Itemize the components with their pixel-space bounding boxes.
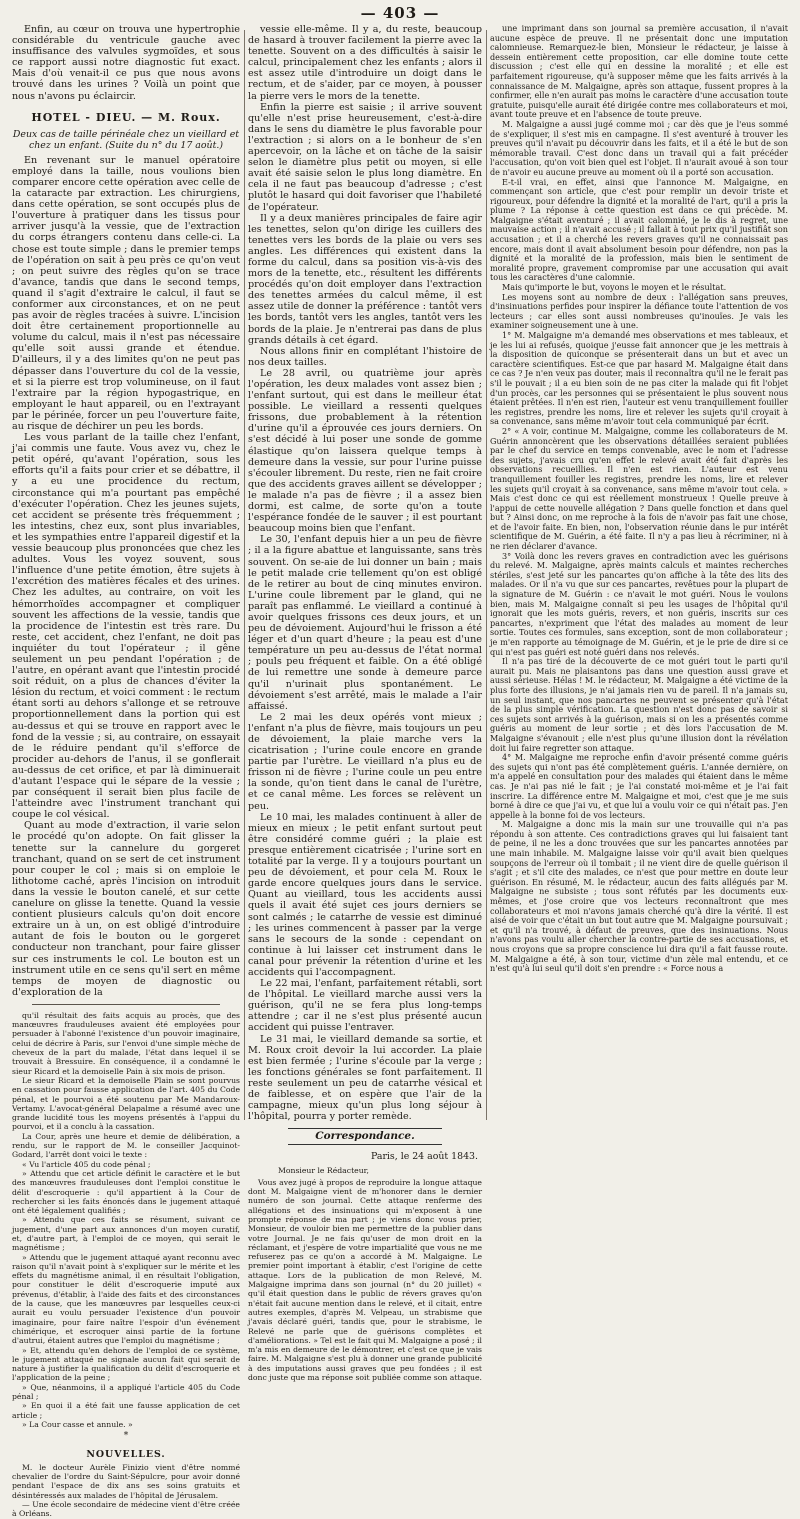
note-paragraph: » En quoi il a été fait une fausse application de cet article ; [12, 1401, 240, 1420]
intro-paragraph: Enfin, au cœur on trouva une hypertrophie considérable du ventricule gauche avec insuffisance des valvules sygmoïdes, et sous ce rapport aussi notre diagnostic fut exact. Mais d'où venait-il ce pus que nous avons trouvé dans les urines ? Voilà un point que nous n'avons pu éclaircir. [12, 24, 240, 102]
article-paragraph: Enfin la pierre est saisie ; il arrive souvent qu'elle n'est prise heureusement, c'est-à-dire dans le sens du diamètre le plus favorable pour l'extraction ; si alors on a le bonheur de s'en apercevoir, on la lâche et on tâche de la saisir selon le diamètre plus petit ou moyen, si elle avait été saisie selon le plus long diamètre. En cela il ne faut pas beaucoup d'adresse ; c'est plutôt le hasard qui doit favoriser que l'habileté de l'opérateur. [248, 101, 482, 213]
page-number: — 403 — [360, 4, 440, 22]
nouvelles-title: NOUVELLES. [86, 1448, 166, 1460]
article-paragraph: En revenant sur le manuel opératoire employé dans la taille, nous voulions bien comparer encore cette opération avec celle de la cataracte par extraction. Les chirurgiens, dans cette opération, se sont occupés plus de l'ouverture à pratiquer dans les tissus pour arriver jusqu'à la vessie, que de l'extraction du corps étrangers contenu dans celle-ci. La chose est toute simple ; dans le premier temps de l'opération on sait à peu près ce qu'on veut ; on peut suivre des règles qu'on se trace d'avance, tandis que dans le second temps, quand il s'agit d'extraire le calcul, il faut se conformer aux circonstances, et on ne peut pas avoir de règles tracées à suivre. L'incision doit être certainement proportionnelle au volume du calcul, mais il n'est pas nécessaire qu'elle soit aussi grande et étendue. D'ailleurs, il y a des limites qu'on ne peut pas dépasser dans l'ouverture du col de la vessie, et si la pierre est trop volumineuse, on il faut l'extraire par la région hypogastrique, en employant le haut appareil, ou en l'extrayant par le périnée, forcer un peu l'ouverture faite, au risque de déchirer un peu les bords. [12, 154, 240, 432]
note-paragraph: » Et, attendu qu'en dehors de l'emploi de ce système, le jugement attaqué ne signale aucun fait qui serait de nature à justifier la qualification du délit d'escroquerie et l'application de la peine ; [12, 1345, 240, 1383]
column-right [490, 24, 788, 1124]
letter-paragraph: 1° M. Malgaigne m'a demandé mes observations et mes tableaux, et je les lui ai refusés, quoique j'eusse fait annoncer que je les mettrais à la disposition de quiconque se présenterait dans un but et avec un caractère scientifiques. Est-ce que par hasard M. Malgaigne était dans ce cas ? Je n'en veux pas douter, mais il reconnaîtra qu'il ne le ferait pas s'il le pouvait ; il a eu bien soin de ne pas citer la malade qui fit l'objet d'un procès, car les personnes qui se présentaient le plus souvent nous étaient prêtées. Il n'en est rien, l'auteur est venu tranquillement fouiller les registres, prendre les noms, lire et relever les sujets qu'il croyait à sa convenance, sans même m'avoir tout cela communiqué par écrit. [490, 330, 788, 427]
section-divider [32, 1004, 220, 1005]
article-paragraph: Le 10 mai, les malades continuent à aller de mieux en mieux ; le petit enfant surtout peut être considéré comme guéri ; la plaie est presque entièrement cicatrisée ; l'urine sort en totalité par la verge. Il y a toujours pourtant un peu de dévoiement, et pour cela M. Roux le garde encore quelques jours dans le service. Quant au vieillard, tous les accidents aussi quels il avait été sujet ces jours derniers se sont calmés ; le catarrhe de vessie est diminué ; les urines commencent à passer par la verge sans le secours de la sonde : cependant on continue à lui laisser cet instrument dans le canal pour prévenir la rétention d'urine et les accidents qui l'accompagnent. [248, 811, 482, 978]
note-paragraph: Le sieur Ricard et la demoiselle Plain se sont pourvus en cassation pour fausse application de l'art. 405 du Code pénal, et le pourvoi a été soutenu par Me Mandaroux-Vertamy. L'avocat-général Delapalme a résumé avec une grande lucidité tous les moyens présentés à l'appui du pourvoi, et il a conclu à la cassation. [12, 1075, 240, 1132]
correspondance-heading: Correspondance. [288, 1128, 442, 1145]
letter-paragraph: Les moyens sont au nombre de deux : l'allégation sans preuves, d'insinuations perfides pour inspirer la défiance toute l'attention de vos lecteurs ; car elles sont aussi nombreuses qu'inouïes. Je vais les examiner soigneusement une à une. [490, 291, 788, 331]
news-paragraph: — Une école secondaire de médecine vient d'être créée à Orléans. [12, 1500, 240, 1519]
article-paragraph: Le 2 mai les deux opérés vont mieux ; l'enfant n'a plus de fièvre, mais toujours un peu de dévoiement, la plaie marche vers la cicatrisation ; l'urine coule encore en grande partie par l'urètre. Le vieillard n'a plus eu de frisson ni de fièvre ; l'urine coule un peu entre la sonde, qu'on tient dans le canal de l'urètre, et ce canal même. Les forces se relèvent un peu. [248, 711, 482, 812]
note-paragraph: » Attendu que ces faits se résument, suivant ce jugement, d'une part aux annonces d'un moyen curatif, et, d'autre part, à l'emploi de ce moyen, qui serait le magnétisme ; [12, 1215, 240, 1253]
article-paragraph: Nous allons finir en complétant l'histoire de nos deux tailles. [248, 345, 482, 368]
letter-paragraph: 2° « A voir, continue M. Malgaigne, comme les collaborateurs de M. Guérin annoncèrent que les observations détaillées seraient publiées par le chef du service en temps convenable, avec le nom et l'adresse des sujets, j'avais cru qu'en effet le relevé avait été fait d'après les observations recueillies. Il n'en est rien. L'auteur est venu tranquillement fouiller les registres, prendre les noms, lire et relever les sujets qu'il croyait à sa convenance, sans même m'avoir tout cela. » Mais c'est donc ce qui est réellement monstrueux ! Quelle preuve à l'appui de cette nouvelle allégation ? Dans quelle fonction et dans quel but ? Ainsi donc, on me reproche à la fois de n'avoir pas fait une chose, et de l'avoir faite. En bien, non, l'observation réunie dans le pur intérêt scientifique de M. Guérin, a été faite. Il n'y a pas lieu à récriminer, ni à ne rien déclarer d'avance. [490, 425, 788, 552]
news-paragraph: M. le docteur Aurèle Finizio vient d'être nommé chevalier de l'ordre du Saint-Sépulcre, pour avoir donné pendant l'espace de dix ans ses soins gratuits et désintéressés aux malades de l'hôpital de Jérusalem. [12, 1462, 240, 1500]
note-paragraph: La Cour, après une heure et demie de délibération, a rendu, sur le rapport de M. le conseiller Jacquinot-Godard, l'arrêt dont voici le texte : [12, 1131, 240, 1160]
letter-paragraph: une imprimant dans son journal sa première accusation, il n'avait aucune espèce de preuve. Il ne présentait donc une imputation calomnieuse. Remarquez-le bien, Monsieur le rédacteur, je laisse à dessein entièrement cette proposition, car elle domine toute cette discussion ; c'est elle qui en dessine la moralité ; et elle est parfaitement rigoureuse, qu'à supposer même que les faits arrivés à la connaissance de M. Malgaigne, après son attaque, fussent propres à la confirmer, elle n'en aurait pas moins le caractère d'une accusation toute gratuite, puisqu'elle aurait été dirigée contre mes collaborateurs et moi, avant toute preuve et en l'absence de toute preuve. [490, 23, 788, 120]
letter-paragraph: 3° Voilà donc les revers graves en contradiction avec les guérisons du relevé. M. Malgaigne, après maints calculs et maintes recherches stériles, s'est jeté sur les pancartes qu'on affiche à la tête des lits des malades. Or il n'a vu que sur ces pancartes, revêtues pour la plupart de la signature de M. Guérin : ce n'avait le mot guéri. Nous le voulons bien, mais M. Malgaigne connaît si peu les usages de l'hôpital qu'il ignorait que les mots guéris, revers, et non guéris, inscrits sur ces pancartes, n'expriment que l'état des malades au moment de leur sortie. Toutes ces formules, sans exception, sont de mon collaborateur ; je m'en rapporte au témoignage de M. Guérin, et je le prie de dire si ce qui n'est pas guéri est noté guéri dans nos relevés. [490, 550, 788, 657]
column-left [12, 24, 240, 1519]
letter-paragraph: Mais qu'importe le but, voyons le moyen et le résultat. [502, 282, 727, 293]
letter-dateline: Paris, le 24 août 1843. [370, 1151, 478, 1163]
article-paragraph: Le 31 mai, le vieillard demande sa sortie, et M. Roux croit devoir la lui accorder. La plaie est bien fermée ; l'urine s'écoule par la verge ; les fonctions générales se font parfaitement. Il reste seulement un peu de catarrhe vésical et de faiblesse, et on espère que l'air de la campagne, mieux qu'un plus long séjour à l'hôpital, pourra y porter remède. [248, 1033, 482, 1123]
note-paragraph: qu'il résultait des faits acquis au procès, que des manœuvres frauduleuses avaient été employées pour persuader à l'abonné l'existence d'un pouvoir imaginaire, celui de décrire à Paris, sur l'envoi d'une simple mèche de cheveux de la part du malade, l'état dans lequel il se trouvait à Bressuire. En conséquence, il a condamné le sieur Ricard et la demoiselle Pain à six mois de prison. [12, 1010, 240, 1076]
article-paragraph: Quant au mode d'extraction, il varie selon le procédé qu'on adopte. On fait glisser la tenette sur la cannelure du gorgeret tranchant, quand on se sert de cet instrument pour couper le col ; mais si on emploie le lithotome caché, après l'incision on introduit dans la vessie le bouton canelé, et sur cette canelure on glisse la tenette. Quand la vessie contient plusieurs calculs qu'on doit encore extraire un à un, on est obligé d'introduire autant de fois le bouton ou le gorgeret conducteur non tranchant, pour faire glisser sur ces instruments le col. Le bouton est un instrument utile en ce sens qu'il sert en même temps de moyen de diagnostic ou d'exploration de la [12, 820, 240, 998]
letter-paragraph: M. Malgaigne a donc mis la main sur une trouvaille qui n'a pas répondu à son attente. Ces contradictions graves qui lui faisaient tant de peine, il ne les a donc trouvées que sur les pancartes annotées par une main inhabile. M. Malgaigne laisse voir qu'il avait bien quelques soupçons de l'erreur où il tombait ; il ne vient dire de quelle guérison il s'agit ; et s'il cite des malades, ce n'est que pour mettre en doute leur guérison. En résumé, M. le rédacteur, aucun des faits allégués par M. Malgaigne ne subsiste ; tous sont réfutés par les documents eux-mêmes, et j'ose croire que vos lecteurs reconnaîtront que mes collaborateurs et moi n'avons jamais cherché qu'à dire la vérité. Il est aisé de voir que c'était un but tout autre que M. Malgaigne poursuivait ; et qu'il n'a trouvé, à défaut de preuves, que des insinuations. Nous n'avons pas voulu aller chercher la contre-partie de ses accusations, et nous croyons que sa propre conscience lui dira qu'il a fait fausse route. M. Malgaigne a été, à son tour, victime d'un zèle mal entendu, et ce n'est qu'à lui seul qu'il doit s'en prendre : « Force nous a [490, 819, 788, 974]
article-paragraph: Le 28 avril, ou quatrième jour après l'opération, les deux malades vont assez bien ; l'enfant surtout, qui est dans le meilleur état possible. Le vieillard a ressenti quelques frissons, due probablement à la rétention d'urine qu'il a éprouvée ces jours derniers. On s'est décidé à lui poser une sonde de gomme élastique qu'on laissera quelque temps à demeure dans la vessie, sur pour l'urine puisse s'écouler librement. Du reste, rien ne fait croire que des accidents graves aillent se développer ; le malade n'a pas de fièvre ; il a assez bien dormi, est calme, de sorte qu'on a toute l'espérance fondée de le sauver ; il est pourtant beaucoup moins bien que l'enfant. [248, 367, 482, 535]
note-paragraph: » La Cour casse et annule. » [22, 1419, 133, 1429]
note-paragraph: » Que, néanmoins, il a appliqué l'article 405 du Code pénal ; [12, 1382, 240, 1402]
letter-paragraph: E-t-il vrai, en effet, ainsi que l'annonce M. Malgaigne, en commençant son article, que c'est pour remplir un devoir triste et rigoureux, pour défendre la dignité et la moralité de l'art, qu'il a pris la plume ? La réponse à cette question est dans ce qui précède. M. Malgaigne s'était aventuré ; il avait calomnié, je le dis à regret, une mauvaise action ; il n'avait accusé ; il fallait à tout prix qu'il justifiât son accusation ; et il a cherché les revers graves qu'il ne connaissait pas encore, mais dont il avait absolument besoin pour défendre, non pas la dignité et la moralité de la profession, mais bien le sentiment de moralité propre, gravement compromise par une accusation qui avait tous les caractères d'une calomnie. [490, 176, 788, 283]
separator-star: * [123, 1431, 129, 1442]
legal-note [12, 1011, 240, 1519]
note-paragraph: » Attendu que le jugement attaqué ayant reconnu avec raison qu'il n'avait point à s'expliquer sur le mérite et les effets du magnétisme animal, il en résultait l'obligation, pour constituer le délit d'escroquerie imputé aux prévenus, d'établir, à l'aide des faits et des circonstances de la cause, que les manœuvres par lesquelles ceux-ci aurait eu voulu persuader l'existence d'un pouvoir imaginaire, pour faire naître l'espoir d'un événement chimérique, et escroquer ainsi partie de la fortune d'autrui, étaient autres que l'emploi du magnétisme ; [12, 1252, 240, 1346]
article-paragraph: Les vous parlant de la taille chez l'enfant, j'ai commis une faute. Vous avez vu, chez le petit opéré, qu'avant l'opération, sous les efforts qu'il a faits pour crier et se débattre, il y a eu une procidence du rectum, circonstance qui m'a pourtant pas empêché d'exécuter l'opération. Chez les jeunes sujets, cet accident se présente très fréquemment ; les intestins, chez eux, sont plus invariables, et les sympathies entre l'appareil digestif et la vessie beaucoup plus prononcées que chez les adultes. Vous les voyez souvent, sous l'influence d'une petite émotion, être sujets à l'excrétion des matières fécales et des urines. Chez les adultes, au contraire, on voit les hémorrhoïdes accompagner et compliquer souvent les affections de la vessie, tandis que la procidence de l'intestin est très rare. Du reste, cet accident, chez l'enfant, ne doit pas inquiéter du tout l'opérateur ; il gêne seulement un peu pendant l'opération ; de l'autre, en opérant avant que l'intestin procidé soit réduit, on a plus de chances d'éviter la lésion du rectum, et voici comment : le rectum étant sorti au dehors s'allonge et se retrouve proportionnellement dans la portion qui est au-dessus et qui se trouve en rapport avec le fond de la vessie ; si, au contraire, on essayait de le réduire pendant qu'il s'efforce de procider au-dehors de l'anus, il se gonflerait au-dessus de cet orifice, et par là diminuerait d'autant l'espace qui le sépare de la vessie ; par conséquent il serait bien plus facile de l'atteindre avec l'instrument tranchant qui coupe le col vésical. [12, 432, 240, 821]
article-paragraph: vessie elle-même. Il y a, du reste, beaucoup de hasard à trouver facilement la pierre avec la tenette. Souvent on a des difficultés à saisir le calcul, principalement chez les enfants ; alors il est assez utile d'introduire un doigt dans le rectum, et de s'aider, par ce moyen, à pousser la pierre vers le mors de la tenette. [248, 24, 482, 102]
note-paragraph: » Attendu que cet article définit le caractère et le but des manœuvres frauduleuses dont l'emploi constitue le délit d'escroquerie : qu'il appartient à la Cour de rechercher si les faits énoncés dans le jugement attaqué ont été légalement qualifiés ; [12, 1168, 240, 1216]
letter-salutation: Monsieur le Rédacteur, [278, 1166, 369, 1176]
letter-body [248, 1166, 482, 1382]
letter-paragraph: 4° M. Malgaigne me reproche enfin d'avoir présenté comme guéris des sujets qui n'ont pas été complètement guéris. L'année dernière, on m'a appelé en consultation pour des malades qui étaient dans le même cas. Je n'ai pas nié le fait ; je l'ai constaté moi-même et je l'ai fait inscrire. La différence entre M. Malgaigne et moi, c'est que je me suis borné à dire ce que j'ai vu, et que lui a voulu voir ce qui n'était pas. J'en appelle à la bonne foi de vos lecteurs. [490, 752, 788, 820]
column-rule [486, 30, 487, 1120]
letter-paragraph: Il n'a pas tiré de la découverte de ce mot guéri tout le parti qu'il aurait pu. Mais ne plaisantons pas dans une question aussi grave et aussi sérieuse. Hélas ! M. le rédacteur, M. Malgaigne a été victime de la plus forte des illusions, je n'ai jamais rien vu de pareil. Il n'a jamais su, un seul instant, que nos pancartes ne peuvent se présenter qu'à l'état de la plus simple vérification. La question n'est donc pas de savoir si ces sujets sont arrivés à la guérison, mais si on les a présentés comme guéris au moment de leur sortie ; et dès lors l'accusation de M. Malgaigne s'évanouit ; elle n'est plus qu'une illusion dont la révélation doit lui faire regretter son attaque. [490, 656, 788, 753]
letter-paragraph: Vous avez jugé à propos de reproduire la longue attaque dont M. Malgaigne vient de m'honorer dans le dernier numéro de son journal. Cette attaque renferme des allégations et des insinuations qui m'exposent à une prompte réponse de ma part ; je viens donc vous prier, Monsieur, de vouloir bien me permettre de la publier dans votre Journal. Je ne fais qu'user de mon droit en la réclamant, et j'espère de votre impartialité que vous ne me refuserez pas ce qu'on a accordé à M. Malgaigne. Le premier point important à établir, c'est l'origine de cette attaque. Lors de la publication de mon Relevé, M. Malgaigne imprima dans son journal (n° du 20 juillet) « qu'il était question dans le public de révers graves qu'on n'était fait aucune mention dans le relevé, et il citait, entre autres exemples, d'après M. Velpeau, un strabisme que j'avais déclaré guéri, tandis que, pour le strabisme, le Relevé ne parle que de guérisons complètes et d'améliorations. » Tel est le fait qui M. Malgaigne a posé ; il m'a mis en demeure de le démontrer, et c'est ce que je vais faire. M. Malgaigne s'est plu à donner une grande publicité à des imputations aussi graves que peu fondées ; il est donc juste que ma réponse soit publiée comme son attaque. [248, 1177, 482, 1382]
column-middle [248, 24, 482, 1382]
article-paragraph: Le 22 mai, l'enfant, parfaitement rétabli, sort de l'hôpital. Le vieillard marche aussi vers la guérison, qu'il ne se fera plus long-temps attendre ; car il ne s'est plus présenté aucun accident qui puisse l'entraver. [248, 978, 482, 1034]
note-paragraph: « Vu l'article 405 du code pénal ; [22, 1159, 151, 1169]
article-paragraph: Le 30, l'enfant depuis hier a un peu de fièvre ; il a la figure abattue et languissante, sans très souvent. On se-aie de lui donner un bain ; mais le petit malade crie tellement qu'on est obligé de le retirer au bout de cinq minutes environ. L'urine coule librement par le gland, qui ne paraît pas enflammé. Le vieillard a continué à avoir quelques frissons ces deux jours, et un peu de dévoiement. Aujourd'hui le frisson a été léger et d'un quart d'heure ; la peau est d'une température un peu au-dessus de l'état normal ; pouls peu fréquent et faible. On a été obligé de lui remettre une sonde à demeure parce qu'il n'urinait plus spontanément. Le dévoiement s'est arrêté, mais le malade a l'air affaissé. [248, 534, 482, 712]
article-subheading: Deux cas de taille périnéale chez un vieillard et chez un enfant. (Suite du n° du 17 août.) [12, 128, 240, 151]
letter-paragraph: M. Malgaigne a aussi jugé comme moi ; car dès que je l'eus sommé de s'expliquer, il s'est mis en campagne. Il s'est aventuré à trouver les preuves qu'il n'avait pu découvrir dans les faits, et il a été le but de son mémorable travail. C'est donc dans un travail qui a fait précéder l'accusation, qu'on voit bien quel est l'objet. Il n'aurait avoué à son tour de n'avoir eu aucune preuve au moment où il a porté son accusation. [490, 118, 788, 177]
article-paragraph: Il y a deux manières principales de faire agir les tenettes, selon qu'on dirige les cuillers des tenettes vers les bords de la plaie ou vers ses angles. Les différences qui existent dans la forme du calcul, dans sa position vis-à-vis des mors de la tenette, etc., résultent les différents procédés qu'on doit employer dans l'extraction des tenettes armées du calcul même, il est assez utile de donner la préférence : tantôt vers les bords, tantôt vers les angles, tantôt vers les bords de la plaie. Je n'entrerai pas dans de plus grands détails à cet égard. [248, 212, 482, 346]
article-headline: HOTEL - DIEU. — M. Roux. [31, 110, 221, 124]
column-rule [244, 30, 245, 1120]
